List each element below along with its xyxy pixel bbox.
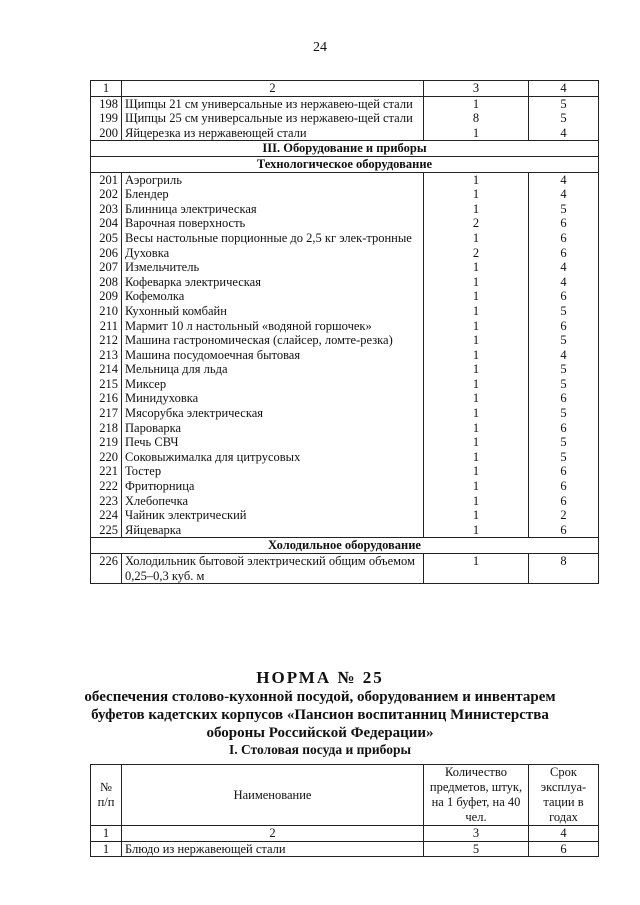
row-number: 216 — [91, 391, 122, 406]
row-quantity: 1 — [424, 450, 529, 465]
table-row — [91, 333, 599, 348]
column-header-number: № п/п — [91, 765, 122, 826]
row-quantity: 1 — [424, 348, 529, 363]
table-row — [91, 275, 599, 290]
row-quantity: 1 — [424, 333, 529, 348]
row-quantity: 5 — [424, 841, 529, 857]
row-term: 4 — [529, 275, 599, 290]
row-quantity: 1 — [424, 464, 529, 479]
row-term: 5 — [529, 96, 599, 111]
table-row — [91, 523, 599, 538]
row-name: Щипцы 21 см универсальные из нержавею-щей стали — [122, 96, 424, 111]
row-name: Весы настольные порционные до 2,5 кг элек-тронные — [122, 231, 424, 246]
row-number: 221 — [91, 464, 122, 479]
row-name: Мясорубка электрическая — [122, 406, 424, 421]
row-term: 5 — [529, 435, 599, 450]
table-row — [91, 450, 599, 465]
row-name: Кухонный комбайн — [122, 304, 424, 319]
row-number: 214 — [91, 362, 122, 377]
row-number: 203 — [91, 202, 122, 217]
column-header-quantity: Количество предметов, штук, на 1 буфет, на 40 чел. — [424, 765, 529, 826]
row-quantity: 1 — [424, 554, 529, 584]
row-name: Минидуховка — [122, 391, 424, 406]
row-name: Кофеварка электрическая — [122, 275, 424, 290]
row-number: 208 — [91, 275, 122, 290]
subsection-title: Технологическое оборудование — [91, 156, 599, 172]
row-term: 6 — [529, 231, 599, 246]
table-row — [91, 246, 599, 261]
row-name: Варочная поверхность — [122, 216, 424, 231]
row-term: 5 — [529, 450, 599, 465]
row-quantity: 1 — [424, 406, 529, 421]
row-quantity: 2 — [424, 246, 529, 261]
row-term: 5 — [529, 304, 599, 319]
row-quantity: 1 — [424, 319, 529, 334]
row-name: Щипцы 25 см универсальные из нержавею-щей стали — [122, 111, 424, 126]
index-cell: 1 — [91, 81, 122, 97]
table-row — [91, 348, 599, 363]
row-term: 5 — [529, 333, 599, 348]
row-quantity: 1 — [424, 523, 529, 538]
row-name: Фритюрница — [122, 479, 424, 494]
row-term: 4 — [529, 172, 599, 187]
row-number: 202 — [91, 187, 122, 202]
row-number: 219 — [91, 435, 122, 450]
subsection-title: Холодильное оборудование — [91, 538, 599, 554]
table-row — [91, 111, 599, 126]
row-number: 224 — [91, 508, 122, 523]
table-row — [91, 421, 599, 436]
row-number: 198 — [91, 96, 122, 111]
row-number: 225 — [91, 523, 122, 538]
row-term: 6 — [529, 421, 599, 436]
row-quantity: 1 — [424, 260, 529, 275]
row-term: 6 — [529, 479, 599, 494]
row-name: Мармит 10 л настольный «водяной горшочек» — [122, 319, 424, 334]
table-row — [91, 289, 599, 304]
page-number: 24 — [313, 40, 327, 55]
row-name: Миксер — [122, 377, 424, 392]
row-term: 6 — [529, 464, 599, 479]
row-name: Мельница для льда — [122, 362, 424, 377]
row-name: Яйцеварка — [122, 523, 424, 538]
norm-title: НОРМА № 25 — [256, 668, 384, 687]
row-name: Машина посудомоечная бытовая — [122, 348, 424, 363]
table-row — [91, 172, 599, 187]
row-name: Блюдо из нержавеющей стали — [122, 841, 424, 857]
row-number: 220 — [91, 450, 122, 465]
section-title: III. Оборудование и приборы — [91, 141, 599, 157]
row-term: 5 — [529, 111, 599, 126]
subsection-title-row — [91, 156, 599, 172]
index-cell: 1 — [91, 826, 122, 842]
row-number: 222 — [91, 479, 122, 494]
row-name: Пароварка — [122, 421, 424, 436]
row-name: Блинница электрическая — [122, 202, 424, 217]
row-quantity: 1 — [424, 187, 529, 202]
row-quantity: 1 — [424, 435, 529, 450]
index-cell: 3 — [424, 826, 529, 842]
row-name: Машина гастрономическая (слайсер, ломте-резка) — [122, 333, 424, 348]
row-name: Печь СВЧ — [122, 435, 424, 450]
column-header-name: Наименование — [122, 765, 424, 826]
row-name: Кофемолка — [122, 289, 424, 304]
row-number: 201 — [91, 172, 122, 187]
row-number: 200 — [91, 126, 122, 141]
equipment-table-continued — [90, 80, 599, 584]
row-quantity: 1 — [424, 377, 529, 392]
table-row — [91, 435, 599, 450]
index-cell: 2 — [122, 826, 424, 842]
row-quantity: 1 — [424, 126, 529, 141]
row-number: 215 — [91, 377, 122, 392]
row-term: 6 — [529, 319, 599, 334]
row-quantity: 2 — [424, 216, 529, 231]
row-name: Тостер — [122, 464, 424, 479]
row-term: 2 — [529, 508, 599, 523]
row-quantity: 1 — [424, 391, 529, 406]
table-row — [91, 202, 599, 217]
row-term: 5 — [529, 202, 599, 217]
row-number: 210 — [91, 304, 122, 319]
table-row — [91, 304, 599, 319]
subsection-title-row — [91, 538, 599, 554]
row-name: Блендер — [122, 187, 424, 202]
row-term: 6 — [529, 246, 599, 261]
row-term: 6 — [529, 494, 599, 509]
row-number: 217 — [91, 406, 122, 421]
table-row — [91, 554, 599, 584]
table-row — [91, 231, 599, 246]
index-cell: 4 — [529, 81, 599, 97]
tableware-table — [90, 764, 599, 857]
table-row — [91, 479, 599, 494]
row-name: Измельчитель — [122, 260, 424, 275]
row-number: 223 — [91, 494, 122, 509]
row-term: 6 — [529, 289, 599, 304]
table-row — [91, 377, 599, 392]
row-quantity: 1 — [424, 494, 529, 509]
table-row — [91, 319, 599, 334]
table-row — [91, 464, 599, 479]
row-name: Аэрогриль — [122, 172, 424, 187]
row-term: 4 — [529, 187, 599, 202]
row-term: 5 — [529, 377, 599, 392]
row-number: 218 — [91, 421, 122, 436]
row-quantity: 1 — [424, 275, 529, 290]
table-row — [91, 508, 599, 523]
row-number: 206 — [91, 246, 122, 261]
row-quantity: 1 — [424, 289, 529, 304]
row-number: 205 — [91, 231, 122, 246]
table-row — [91, 216, 599, 231]
row-number: 199 — [91, 111, 122, 126]
row-name: Чайник электрический — [122, 508, 424, 523]
row-number: 226 — [91, 554, 122, 584]
section-title-row — [91, 141, 599, 157]
index-cell: 2 — [122, 81, 424, 97]
row-term: 6 — [529, 523, 599, 538]
row-number: 209 — [91, 289, 122, 304]
row-name: Духовка — [122, 246, 424, 261]
row-number: 213 — [91, 348, 122, 363]
row-name: Соковыжималка для цитрусовых — [122, 450, 424, 465]
row-name: Хлебопечка — [122, 494, 424, 509]
row-quantity: 1 — [424, 362, 529, 377]
table-row — [91, 391, 599, 406]
index-cell: 4 — [529, 826, 599, 842]
row-quantity: 1 — [424, 508, 529, 523]
row-quantity: 1 — [424, 421, 529, 436]
row-term: 8 — [529, 554, 599, 584]
row-term: 4 — [529, 126, 599, 141]
row-term: 4 — [529, 348, 599, 363]
row-quantity: 1 — [424, 202, 529, 217]
row-number: 212 — [91, 333, 122, 348]
row-quantity: 1 — [424, 172, 529, 187]
row-quantity: 8 — [424, 111, 529, 126]
table-row — [91, 362, 599, 377]
table-row — [91, 126, 599, 141]
table-row — [91, 187, 599, 202]
row-term: 5 — [529, 406, 599, 421]
row-number: 207 — [91, 260, 122, 275]
table-header-row — [91, 765, 599, 826]
norm-subtitle: обеспечения столово-кухонной посудой, оборудованием и инвентарем буфетов кадетских корпусов «Пансион воспитанниц Министерства обороны Российской Федерации» — [84, 689, 556, 741]
row-number: 1 — [91, 841, 122, 857]
section-heading: I. Столовая посуда и приборы — [228, 742, 412, 757]
row-number: 204 — [91, 216, 122, 231]
index-cell: 3 — [424, 81, 529, 97]
row-number: 211 — [91, 319, 122, 334]
row-term: 6 — [529, 391, 599, 406]
row-term: 4 — [529, 260, 599, 275]
row-quantity: 1 — [424, 96, 529, 111]
row-quantity: 1 — [424, 231, 529, 246]
table-row — [91, 406, 599, 421]
row-quantity: 1 — [424, 304, 529, 319]
row-term: 5 — [529, 362, 599, 377]
table-index-row — [91, 826, 599, 842]
row-quantity: 1 — [424, 479, 529, 494]
table-row — [91, 841, 599, 857]
table-row — [91, 96, 599, 111]
row-term: 6 — [529, 841, 599, 857]
column-header-term: Срок эксплуа-тации в годах — [529, 765, 599, 826]
row-name: Яйцерезка из нержавеющей стали — [122, 126, 424, 141]
row-name: Холодильник бытовой электрический общим объемом 0,25–0,3 куб. м — [122, 554, 424, 584]
row-term: 6 — [529, 216, 599, 231]
table-row — [91, 260, 599, 275]
table-index-row — [91, 81, 599, 97]
table-row — [91, 494, 599, 509]
